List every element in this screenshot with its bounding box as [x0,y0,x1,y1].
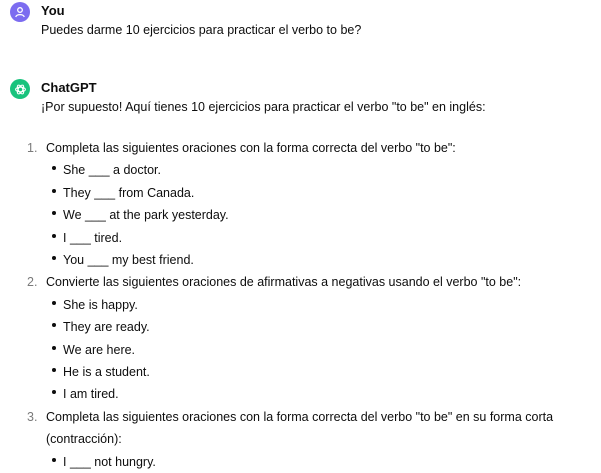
exercise-text: Completa las siguientes oraciones con la forma correcta del verbo "to be" en su forma corta (contracción): [46,409,554,447]
list-item-text: I ___ not hungry. [63,454,156,469]
list-item [46,204,576,226]
bullet-icon [52,390,56,394]
exercise-list [0,137,576,473]
exercise-number: 2. [27,275,38,290]
user-message-text: Puedes darme 10 ejercicios para practicar el verbo to be? [41,23,362,37]
bullet-icon [52,323,56,327]
exercise-item [0,137,576,271]
list-item [46,294,576,316]
list-item [46,383,576,405]
list-item-text: I am tired. [63,387,119,402]
list-item-text: He is a student. [63,365,150,380]
list-item [46,159,576,181]
bullet-icon [52,189,56,193]
list-item [46,339,576,361]
list-item-text: You ___ my best friend. [63,253,194,268]
assistant-author-name: ChatGPT [41,80,97,95]
bullet-icon [52,234,56,238]
user-person-icon [14,6,26,18]
bullet-icon [52,458,56,462]
user-author-name: You [41,3,65,18]
exercise-number: 3. [27,409,38,424]
list-item [46,316,576,338]
bullet-icon [52,256,56,260]
bullet-icon [52,301,56,305]
list-item-text: They ___ from Canada. [63,185,195,200]
list-item [46,249,576,271]
exercise-number: 1. [27,141,38,155]
bullet-icon [52,346,56,350]
exercise-item [0,406,576,473]
exercise-item [0,271,576,405]
exercise-sublist [46,294,576,406]
bullet-icon [52,211,56,215]
exercise-text: Convierte las siguientes oraciones de afirmativas a negativas usando el verbo "to be": [46,275,522,290]
list-item [46,227,576,249]
list-item-text: We are here. [63,342,136,357]
assistant-intro-text: ¡Por supuesto! Aquí tienes 10 ejercicios para practicar el verbo "to be" en inglés: [41,100,486,114]
assistant-avatar [10,79,30,99]
list-item-text: She ___ a doctor. [63,163,161,178]
bullet-icon [52,368,56,372]
list-item [46,451,576,473]
list-item-text: They are ready. [63,320,150,335]
openai-logo-icon [14,83,27,96]
exercise-sublist [46,159,576,271]
list-item [46,182,576,204]
list-item-text: I ___ tired. [63,230,123,245]
list-item-text: She is happy. [63,297,138,312]
bullet-icon [52,166,56,170]
exercise-sublist [46,451,576,473]
user-avatar [10,2,30,22]
list-item [46,361,576,383]
list-item-text: We ___ at the park yesterday. [63,208,229,223]
exercise-text: Completa las siguientes oraciones con la forma correcta del verbo "to be": [46,141,456,155]
